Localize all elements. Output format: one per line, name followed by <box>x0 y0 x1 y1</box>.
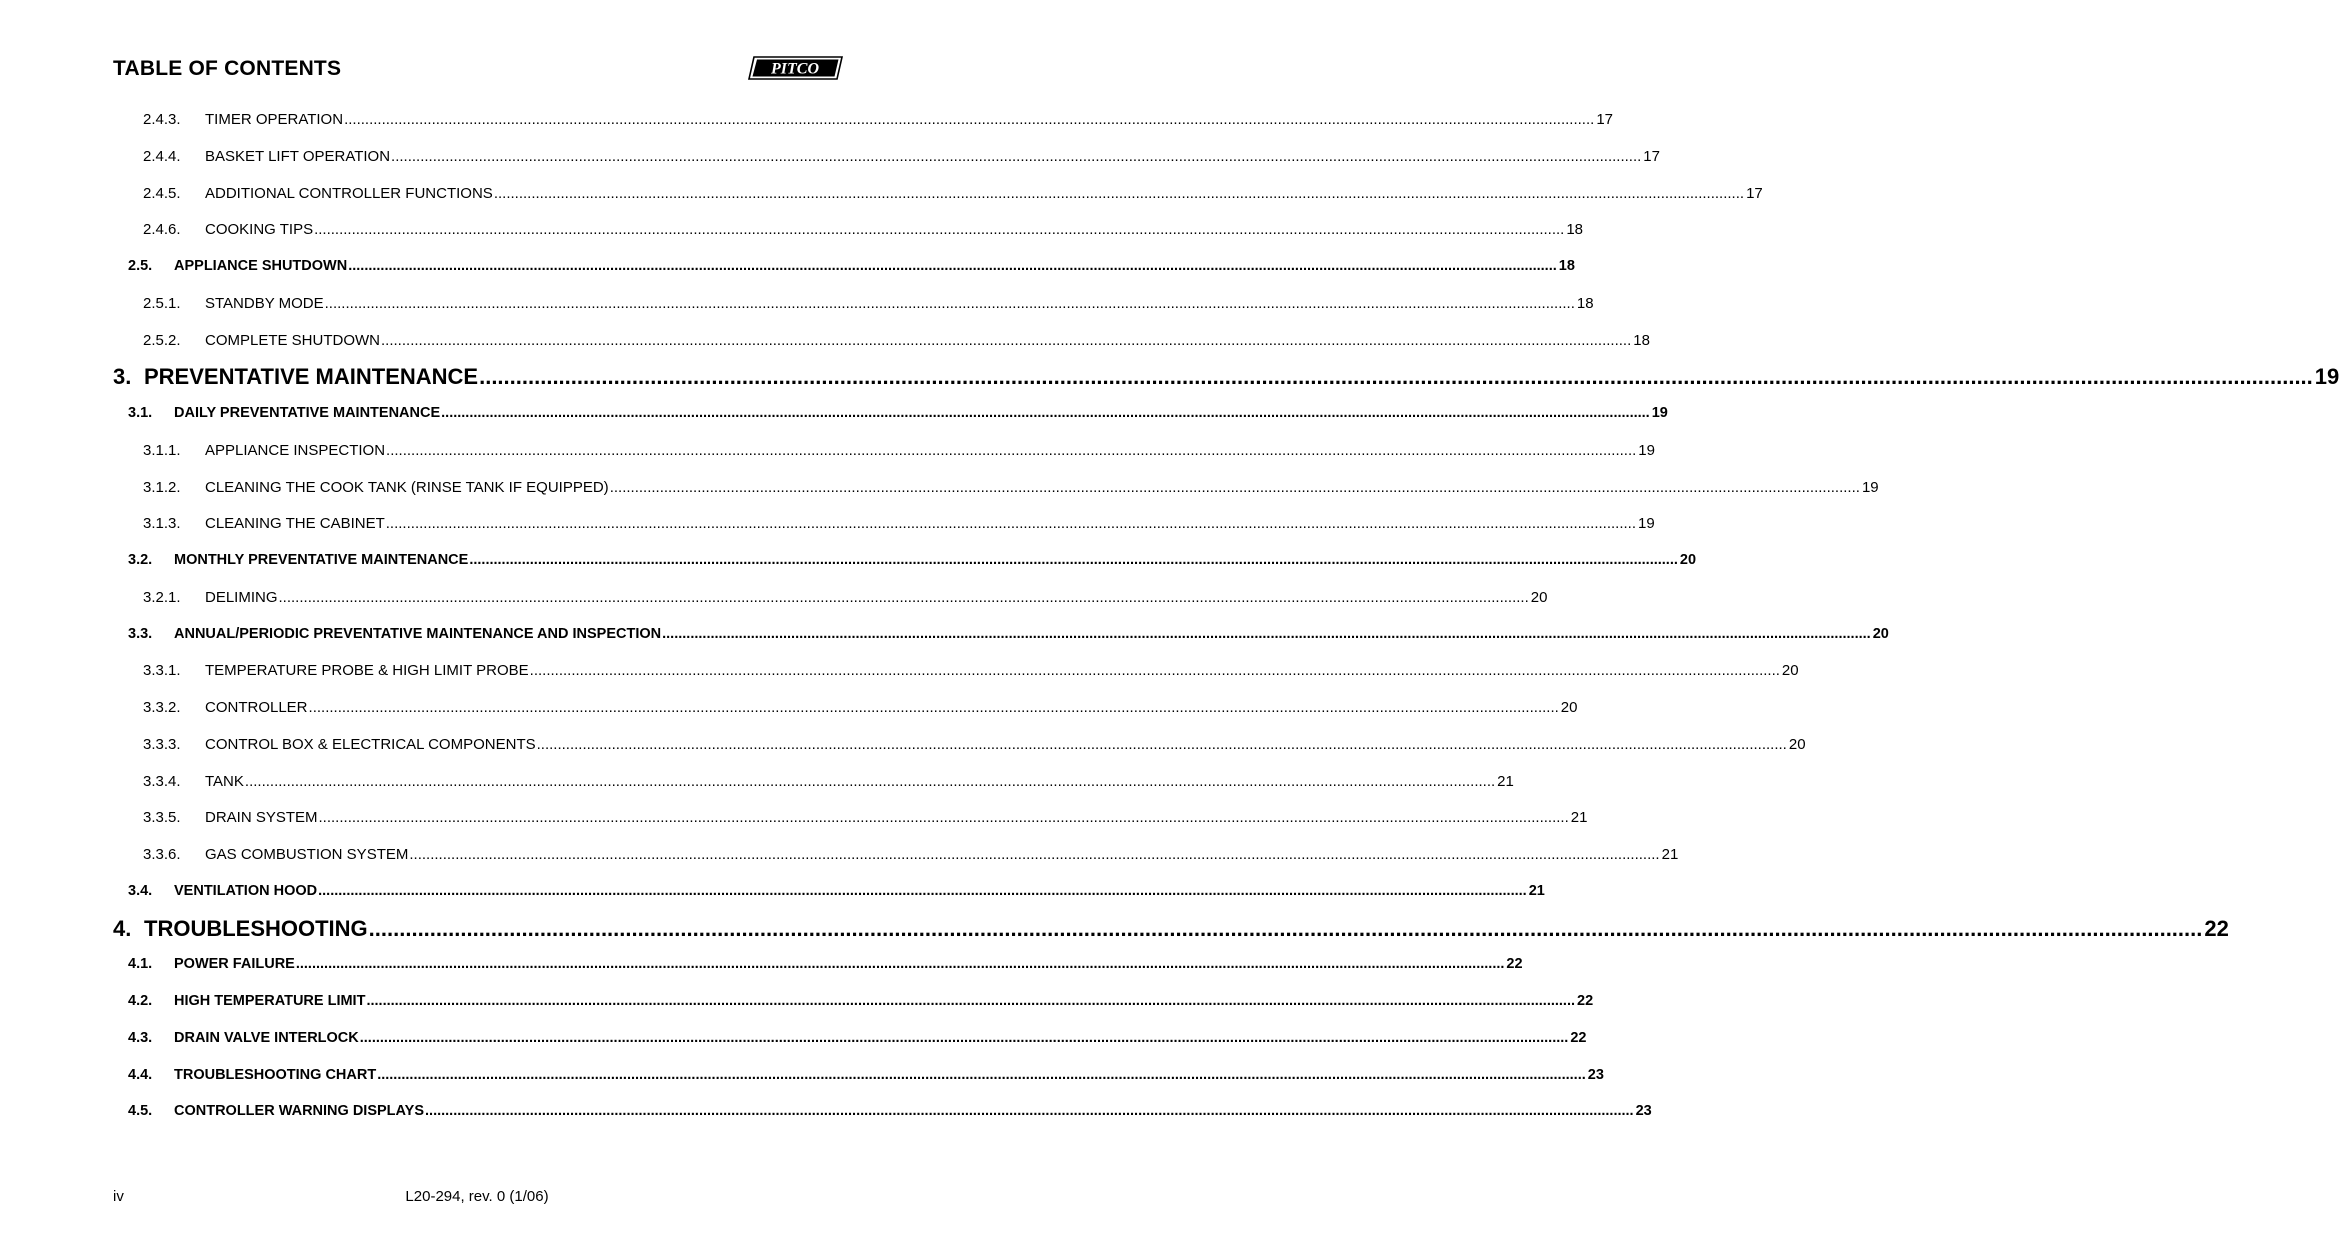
toc-entry-number: 3.3.3. <box>143 735 181 753</box>
dot-leader: ............................................................................................................................................................................................................................................................................................................ <box>244 772 1496 790</box>
toc-entry-title: PREVENTATIVE MAINTENANCE <box>144 364 479 390</box>
toc-entry[interactable] <box>143 735 1806 753</box>
toc-entry-page: 19 <box>1638 515 1655 533</box>
toc-entry-page: 20 <box>1530 588 1548 606</box>
toc-entry-page: 19 <box>1861 478 1879 496</box>
svg-text:PITCO: PITCO <box>771 60 819 78</box>
toc-entry[interactable] <box>143 809 1588 827</box>
toc-entry-page: 20 <box>1781 662 1799 680</box>
dot-leader: ............................................................................................................................................................................................................................................................................................................ <box>348 258 1557 274</box>
toc-entry-title: GAS COMBUSTION SYSTEM <box>205 846 409 863</box>
toc-entry-title: VENTILATION HOOD <box>174 882 318 899</box>
dot-leader: ............................................................................................................................................................................................................................................................................................................ <box>278 588 1529 606</box>
toc-entry-number: 3.3.5. <box>143 809 181 827</box>
toc-entry-number: 4. <box>113 915 132 941</box>
dot-leader: ............................................................................................................................................................................................................................................................................................................ <box>366 993 1576 1009</box>
toc-entry-number: 2.5.2. <box>143 331 181 349</box>
toc-entry-number: 3.3.1. <box>143 662 181 680</box>
toc-entry-number: 3.3.2. <box>143 699 181 716</box>
toc-entry-page: 23 <box>1587 1066 1604 1083</box>
toc-entry-page: 22 <box>2204 915 2229 941</box>
dot-leader: ............................................................................................................................................................................................................................................................................................................ <box>377 1066 1586 1083</box>
toc-entry[interactable] <box>143 662 1799 680</box>
dot-leader: ............................................................................................................................................................................................................................................................................................................ <box>381 331 1632 349</box>
dot-leader: ............................................................................................................................................................................................................................................................................................................ <box>368 915 2203 941</box>
toc-entry-title: TROUBLESHOOTING <box>144 915 368 941</box>
footer-page-number: iv <box>113 1188 124 1205</box>
toc-entry-page: 20 <box>1560 699 1578 716</box>
toc-entry-title: ADDITIONAL CONTROLLER FUNCTIONS <box>205 184 493 202</box>
pitco-logo <box>748 56 843 80</box>
dot-leader: ............................................................................................................................................................................................................................................................................................................ <box>409 846 1660 863</box>
toc-entry-number: 2.5.1. <box>143 294 181 312</box>
toc-entry-number: 4.3. <box>128 1029 153 1046</box>
toc-entry[interactable] <box>143 331 1650 349</box>
toc-entry-title: TANK <box>205 772 244 790</box>
toc-entry-page: 21 <box>1661 846 1679 863</box>
dot-leader: ............................................................................................................................................................................................................................................................................................................ <box>425 1103 1634 1120</box>
toc-entry-title: TROUBLESHOOTING CHART <box>174 1066 377 1083</box>
toc-entry-title: HIGH TEMPERATURE LIMIT <box>174 993 366 1009</box>
toc-entry-number: 3.2. <box>128 552 153 568</box>
toc-entry-page: 18 <box>1576 294 1594 312</box>
toc-entry-page: 20 <box>1788 735 1806 753</box>
toc-entry[interactable] <box>128 552 1697 568</box>
toc-entry[interactable] <box>143 772 1514 790</box>
toc-entry-title: DELIMING <box>205 588 278 606</box>
toc-entry-title: BASKET LIFT OPERATION <box>205 147 391 165</box>
dot-leader: ............................................................................................................................................................................................................................................................................................................ <box>536 735 1787 753</box>
toc-entry-page: 18 <box>1558 258 1575 274</box>
toc-entry[interactable] <box>143 441 1655 459</box>
toc-entry-page: 20 <box>1679 552 1697 568</box>
toc-entry-title: TIMER OPERATION <box>205 111 344 128</box>
dot-leader: ............................................................................................................................................................................................................................................................................................................ <box>385 515 1637 533</box>
toc-entry-page: 19 <box>1651 405 1668 421</box>
toc-entry-number: 2.4.3. <box>143 111 181 128</box>
toc-entry[interactable] <box>143 699 1578 716</box>
toc-entry[interactable] <box>143 184 1763 202</box>
dot-leader: ............................................................................................................................................................................................................................................................................................................ <box>479 364 2313 390</box>
toc-entry-title: APPLIANCE SHUTDOWN <box>174 258 348 274</box>
toc-entry-title: DRAIN VALVE INTERLOCK <box>174 1029 359 1046</box>
dot-leader: ............................................................................................................................................................................................................................................................................................................ <box>359 1029 1569 1046</box>
toc-entry-number: 2.5. <box>128 258 153 274</box>
toc-entry-title: DRAIN SYSTEM <box>205 809 318 827</box>
footer-document-id: L20-294, rev. 0 (1/06) <box>405 1188 549 1205</box>
toc-entry-page: 22 <box>1506 956 1523 973</box>
dot-leader: ............................................................................................................................................................................................................................................................................................................ <box>441 405 1650 421</box>
toc-entry[interactable] <box>143 846 1679 863</box>
dot-leader: ............................................................................................................................................................................................................................................................................................................ <box>314 221 1565 239</box>
toc-entry[interactable] <box>128 625 1889 642</box>
toc-entry-number: 4.4. <box>128 1066 153 1083</box>
toc-entry-title: COMPLETE SHUTDOWN <box>205 331 381 349</box>
toc-entry-title: TEMPERATURE PROBE & HIGH LIMIT PROBE <box>205 662 529 680</box>
toc-entry-number: 3.1.2. <box>143 478 181 496</box>
toc-entry-number: 4.5. <box>128 1103 153 1120</box>
toc-entry-page: 18 <box>1566 221 1584 239</box>
toc-entry-page: 21 <box>1528 882 1545 899</box>
toc-entry-page: 20 <box>1872 625 1889 642</box>
toc-entry[interactable] <box>113 915 2229 942</box>
toc-entry-page: 18 <box>1633 331 1650 349</box>
toc-entry-page: 21 <box>1497 772 1514 790</box>
toc-entry-title: STANDBY MODE <box>205 294 324 312</box>
toc-entry[interactable] <box>128 1103 1652 1120</box>
toc-entry-number: 3.1.1. <box>143 441 181 459</box>
toc-entry-page: 17 <box>1746 184 1763 202</box>
dot-leader: ............................................................................................................................................................................................................................................................................................................ <box>308 699 1559 716</box>
toc-entry-number: 3.3. <box>128 625 153 642</box>
toc-entry-number: 2.4.6. <box>143 221 181 239</box>
toc-entry[interactable] <box>128 258 1575 274</box>
dot-leader: ............................................................................................................................................................................................................................................................................................................ <box>493 184 1745 202</box>
toc-entry[interactable] <box>143 588 1548 606</box>
dot-leader: ............................................................................................................................................................................................................................................................................................................ <box>386 441 1637 459</box>
toc-entry[interactable] <box>128 956 1523 973</box>
toc-entry[interactable] <box>143 111 1613 128</box>
dot-leader: ............................................................................................................................................................................................................................................................................................................ <box>391 147 1642 165</box>
toc-entry[interactable] <box>128 1066 1604 1083</box>
dot-leader: ............................................................................................................................................................................................................................................................................................................ <box>662 625 1871 642</box>
toc-entry-number: 2.4.4. <box>143 147 181 165</box>
dot-leader: ............................................................................................................................................................................................................................................................................................................ <box>469 552 1678 568</box>
toc-entry-page: 19 <box>2314 364 2339 390</box>
toc-entry-number: 3.1. <box>128 405 153 421</box>
toc-entry-page: 22 <box>1577 993 1594 1009</box>
dot-leader: ............................................................................................................................................................................................................................................................................................................ <box>318 882 1527 899</box>
toc-entry-number: 4.1. <box>128 956 153 973</box>
toc-entry[interactable] <box>143 515 1655 533</box>
toc-entry[interactable] <box>128 993 1594 1009</box>
toc-entry-page: 22 <box>1570 1029 1587 1046</box>
toc-entry-page: 17 <box>1596 111 1613 128</box>
toc-entry[interactable] <box>143 294 1594 312</box>
toc-entry-title: CONTROLLER <box>205 699 308 716</box>
toc-entry[interactable] <box>143 478 1879 496</box>
toc-entry-page: 23 <box>1635 1103 1652 1120</box>
dot-leader: ............................................................................................................................................................................................................................................................................................................ <box>318 809 1569 827</box>
toc-entry-number: 4.2. <box>128 993 153 1009</box>
toc-entry-number: 2.4.5. <box>143 184 181 202</box>
toc-entry[interactable] <box>128 405 1668 421</box>
toc-entry-page: 19 <box>1638 441 1655 459</box>
dot-leader: ............................................................................................................................................................................................................................................................................................................ <box>295 956 1505 973</box>
page-title: TABLE OF CONTENTS <box>113 57 342 80</box>
dot-leader: ............................................................................................................................................................................................................................................................................................................ <box>324 294 1575 312</box>
toc-entry-number: 3.3.6. <box>143 846 181 863</box>
toc-entry-number: 3.1.3. <box>143 515 181 533</box>
toc-entry-title: POWER FAILURE <box>174 956 295 973</box>
dot-leader: ............................................................................................................................................................................................................................................................................................................ <box>344 111 1595 128</box>
dot-leader: ............................................................................................................................................................................................................................................................................................................ <box>529 662 1780 680</box>
toc-entry[interactable] <box>128 882 1545 899</box>
toc-entry-title: ANNUAL/PERIODIC PREVENTATIVE MAINTENANCE AND INSPECTION <box>174 625 662 642</box>
dot-leader: ............................................................................................................................................................................................................................................................................................................ <box>609 478 1860 496</box>
toc-entry[interactable] <box>113 364 2339 390</box>
toc-entry[interactable] <box>143 221 1584 239</box>
toc-entry-number: 3. <box>113 364 132 390</box>
toc-entry-page: 21 <box>1570 809 1588 827</box>
toc-entry-title: CLEANING THE COOK TANK (RINSE TANK IF EQUIPPED) <box>205 478 609 496</box>
toc-entry-title: APPLIANCE INSPECTION <box>205 441 386 459</box>
toc-entry-title: COOKING TIPS <box>205 221 314 239</box>
toc-entry-title: CONTROLLER WARNING DISPLAYS <box>174 1103 425 1120</box>
toc-entry-title: DAILY PREVENTATIVE MAINTENANCE <box>174 405 441 421</box>
toc-entry-number: 3.2.1. <box>143 588 181 606</box>
toc-entry-title: CLEANING THE CABINET <box>205 515 385 533</box>
toc-entry-title: CONTROL BOX & ELECTRICAL COMPONENTS <box>205 735 536 753</box>
toc-entry-number: 3.3.4. <box>143 772 181 790</box>
toc-entry[interactable] <box>128 1029 1587 1046</box>
toc-entry-title: MONTHLY PREVENTATIVE MAINTENANCE <box>174 552 469 568</box>
toc-entry-page: 17 <box>1643 147 1660 165</box>
toc-entry-number: 3.4. <box>128 882 153 899</box>
toc-entry[interactable] <box>143 147 1660 165</box>
